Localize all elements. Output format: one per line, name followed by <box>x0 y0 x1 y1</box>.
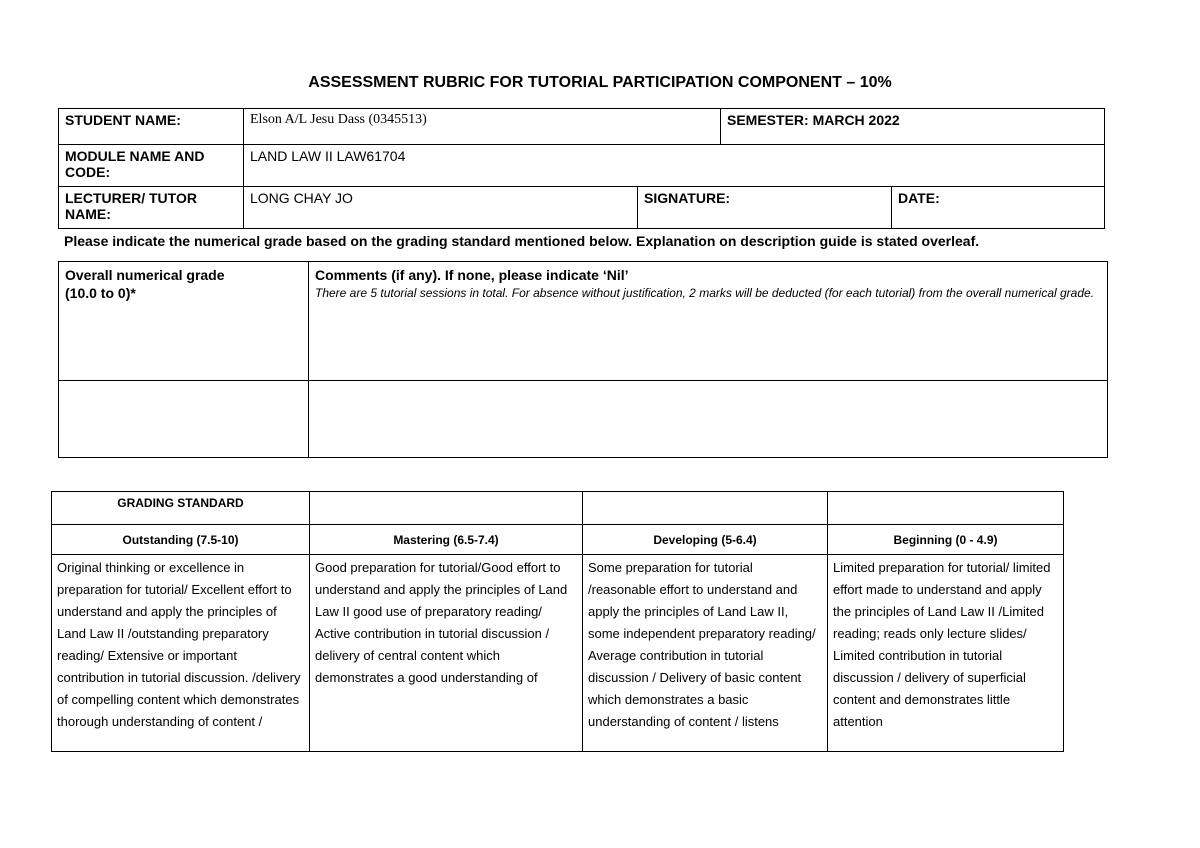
comments-note: There are 5 tutorial sessions in total. For absence without justification, 2 marks will be deducted (for each tutorial) from the overall numerical grade. <box>315 286 1095 300</box>
level-description-developing: Some preparation for tutorial /reasonable effort to understand and apply the principles of Land Law II, some independent preparatory reading/ Average contribution in tutorial discussion / Delivery of basic content which demonstrates a basic understanding of content / listens <box>583 555 828 752</box>
level-description-mastering: Good preparation for tutorial/Good effort to understand and apply the principles of Land Law II good use of preparatory reading/ Active contribution in tutorial discussion / delivery of central content which demonstrates a good understanding of <box>310 555 583 752</box>
grade-label-line1: Overall numerical grade <box>65 267 225 283</box>
level-title-outstanding: Outstanding (7.5-10) <box>52 525 310 555</box>
comments-label: Comments (if any). If none, please indicate ‘Nil’ <box>315 267 629 283</box>
level-title-beginning: Beginning (0 - 4.9) <box>828 525 1064 555</box>
page-title: ASSESSMENT RUBRIC FOR TUTORIAL PARTICIPATION COMPONENT – 10% <box>308 74 892 91</box>
level-description-beginning: Limited preparation for tutorial/ limited effort made to understand and apply the principles of Land Law II /Limited reading; reads only lecture slides/ Limited contribution in tutorial discussion / delivery of superficial content and demonstrates little attention <box>828 555 1064 752</box>
lecturer-value[interactable]: LONG CHAY JO <box>244 187 638 229</box>
lecturer-label: LECTURER/ TUTOR NAME: <box>59 187 244 229</box>
student-name-label: STUDENT NAME: <box>59 109 244 145</box>
semester-label: SEMESTER: MARCH 2022 <box>721 109 1105 145</box>
level-description-outstanding: Original thinking or excellence in preparation for tutorial/ Excellent effort to understand and apply the principles of Land Law II /outstanding preparatory reading/ Extensive or important contribution in tutorial discussion. /delivery of compelling content which demonstrates thorough understanding of content / <box>52 555 310 752</box>
signature-label[interactable]: SIGNATURE: <box>638 187 892 229</box>
comments-label-cell <box>309 262 1108 381</box>
student-info-table <box>58 108 1105 229</box>
grading-standard-table <box>51 491 1064 752</box>
header-empty-cell <box>828 492 1064 525</box>
comments-input-cell[interactable] <box>309 381 1108 458</box>
grade-label-line2: (10.0 to 0)* <box>65 285 136 301</box>
grade-input-cell[interactable] <box>59 381 309 458</box>
date-label[interactable]: DATE: <box>892 187 1105 229</box>
grade-table <box>58 261 1108 458</box>
module-value[interactable]: LAND LAW II LAW61704 <box>244 145 1105 187</box>
student-name-value[interactable]: Elson A/L Jesu Dass (0345513) <box>244 109 721 145</box>
header-empty-cell <box>310 492 583 525</box>
instruction-text: Please indicate the numerical grade based on the grading standard mentioned below. Explanation on description guide is stated overleaf. <box>64 233 980 249</box>
level-title-mastering: Mastering (6.5-7.4) <box>310 525 583 555</box>
level-title-developing: Developing (5-6.4) <box>583 525 828 555</box>
grade-label-cell <box>59 262 309 381</box>
header-empty-cell <box>583 492 828 525</box>
grading-standard-heading: GRADING STANDARD <box>52 492 310 525</box>
module-label: MODULE NAME AND CODE: <box>59 145 244 187</box>
